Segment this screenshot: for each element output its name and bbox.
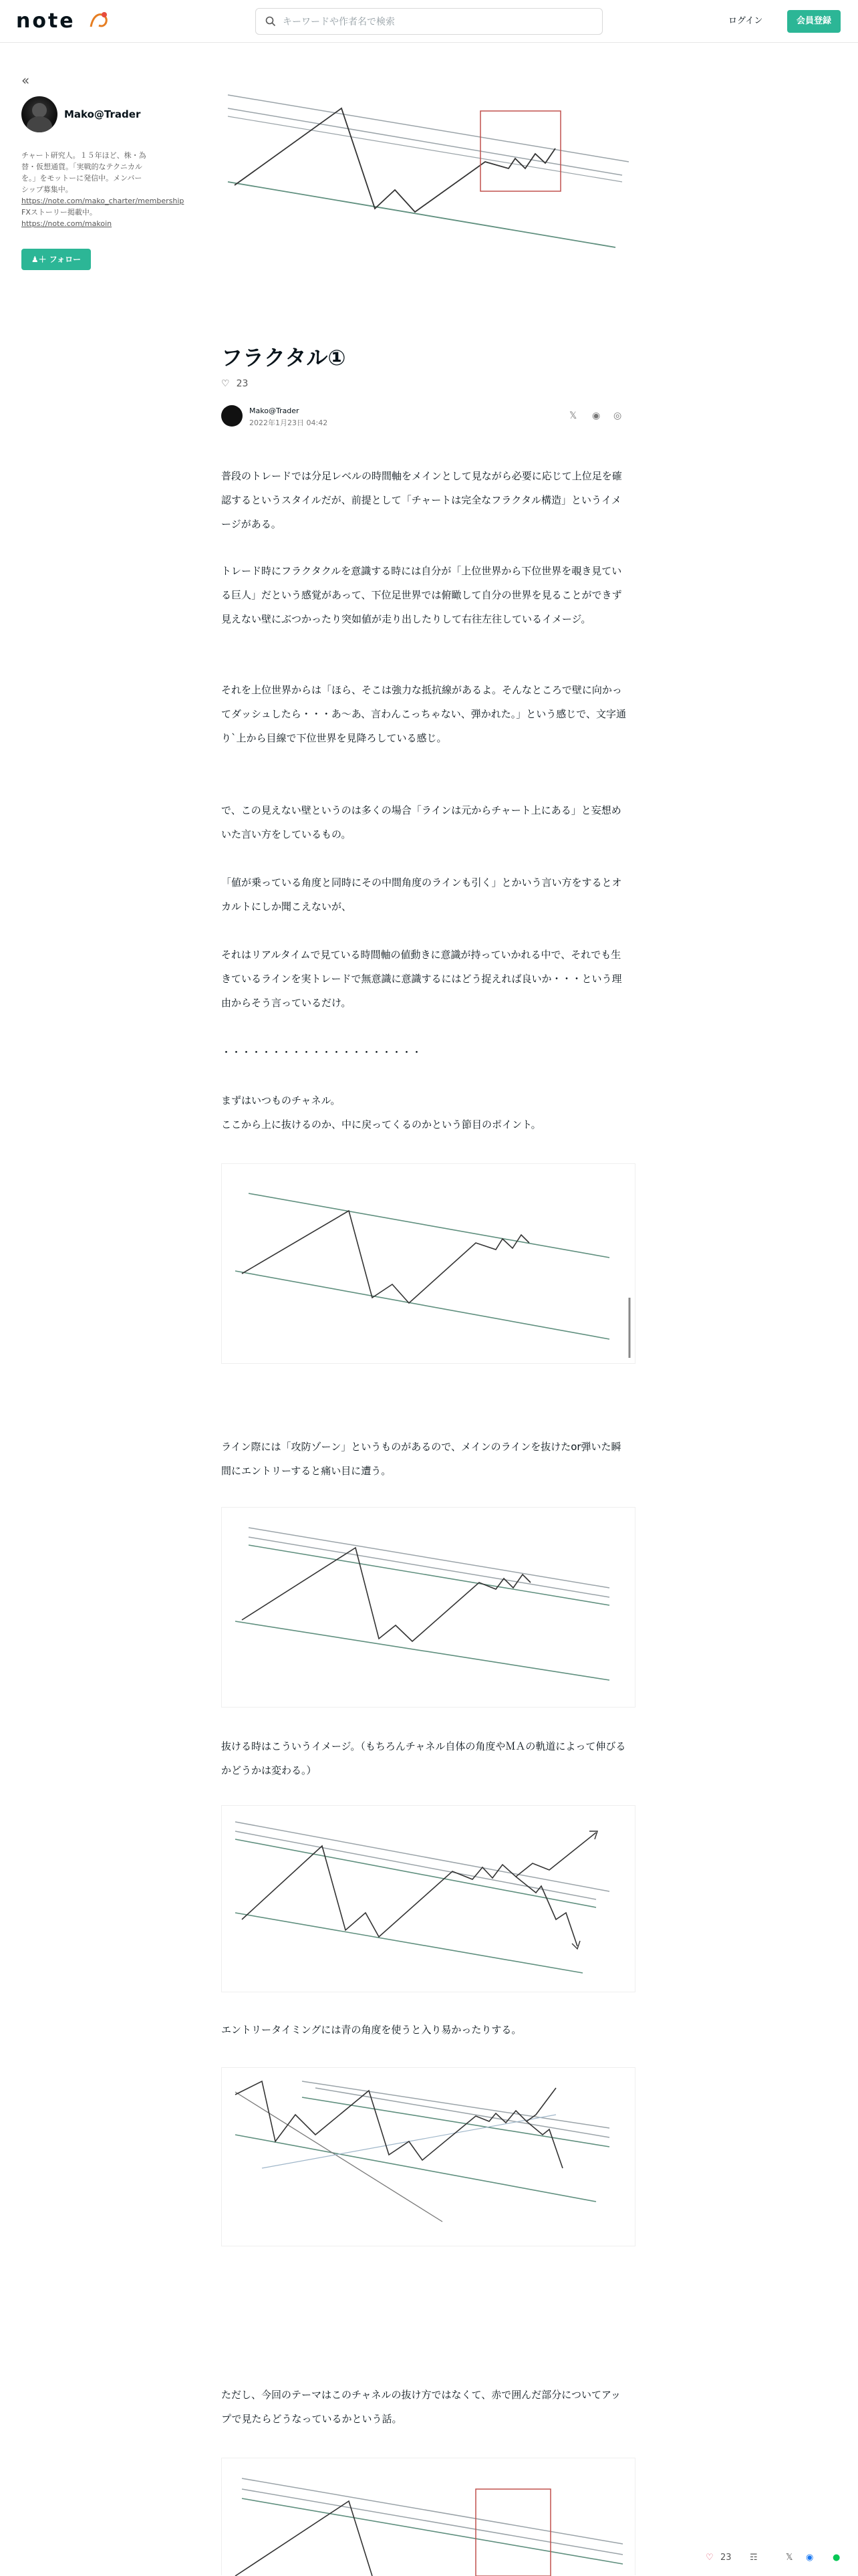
paragraph: ただし、今回のテーマはこのチャネルの抜け方ではなくて、赤で囲んだ部分についてアップで見たらどうなっているかという話。 <box>221 2389 621 2425</box>
paragraph: それを上位世界からは「ほら、そこは強力な抵抗線があるよ。そんなところで壁に向かってダッシュしたら・・・あ〜あ、言わんこっちゃない、弾かれた。」という感じで、文字通り`上から目線で下位世界を見降ろしている感じ。 <box>221 684 627 744</box>
footer-facebook-icon[interactable]: ◉ <box>806 2553 814 2563</box>
paragraph: 「値が乗っている角度と同時にその中間角度のラインも引く」とかいう言い方をするとオカルトにしか聞こえないが、 <box>221 876 622 913</box>
membership-link[interactable]: https://note.com/mako_charter/membership <box>21 197 184 206</box>
byline-avatar[interactable] <box>221 405 243 427</box>
login-link[interactable]: ログイン <box>728 16 763 26</box>
signup-button[interactable]: 会員登録 <box>787 10 841 33</box>
channel-chart <box>222 1164 636 1365</box>
bio-text: チャート研究人。１５年ほど、株・為替・仮想通貨。「実戦的なテクニカルを。」をモットーに発信中。メンバーシップ募集中。 <box>21 151 146 195</box>
paragraph: それはリアルタイムで見ている時間軸の値動きに意識が持っていかれる中で、それでも生きているラインを実トレードで無意識に意識するにはどう捉えれば良いか・・・という理由からそう言っているだけ。 <box>221 949 622 1009</box>
zoom-area-chart <box>222 2458 636 2576</box>
author-bio <box>21 150 184 229</box>
chart-figure-4 <box>221 2067 635 2246</box>
follow-button[interactable] <box>21 249 91 270</box>
profile-link[interactable]: https://note.com/makoin <box>21 219 112 229</box>
heart-icon[interactable]: ♡ <box>221 378 230 389</box>
author-name[interactable]: Mako@Trader <box>64 108 141 120</box>
defense-zone-chart <box>222 1508 636 1708</box>
paragraph: で、この見えない壁というのは多くの場合「ラインは元からチャート上にある」と妄想めいた言い方をしているもの。 <box>221 804 621 840</box>
paragraph: エントリータイミングには青の角度を使うと入り易かったりする。 <box>221 2024 522 2036</box>
paragraph: ここから上に抜けるのか、中に戻ってくるのかという節目のポイント。 <box>221 1119 541 1131</box>
search-icon <box>265 16 276 27</box>
footer-heart-icon[interactable]: ♡ <box>706 2553 714 2563</box>
note-logo[interactable]: note <box>16 9 76 33</box>
x-share-icon[interactable]: 𝕏 <box>569 411 577 421</box>
paragraph: ・・・・・・・・・・・・・・・・・・・・ <box>221 1046 422 1058</box>
facebook-share-icon[interactable]: ◉ <box>592 411 601 421</box>
entry-timing-chart <box>222 2068 636 2247</box>
search-input[interactable] <box>283 14 590 30</box>
chart-figure-5 <box>221 2458 635 2575</box>
top-bar <box>0 0 858 43</box>
footer-x-icon[interactable]: 𝕏 <box>786 2553 793 2563</box>
chart-figure-2 <box>221 1507 635 1708</box>
like-count: 23 <box>236 378 249 389</box>
paragraph: トレード時にフラクタクルを意識する時には自分が「上位世界から下位世界を覗き見ている巨人」だという感覚があって、下位足世界では俯瞰して自分の世界を見ることができず見えない壁にぶつかったり突如値が走り出したりして右往左往しているイメージ。 <box>221 565 622 625</box>
logo-mark-icon <box>87 8 111 32</box>
follow-label: フォロー <box>49 255 82 264</box>
footer-line-icon[interactable]: ● <box>833 2553 841 2563</box>
collapse-sidebar-icon[interactable]: « <box>21 72 30 88</box>
follow-icon: ♟＋ <box>31 255 47 264</box>
paragraph: 普段のトレードでは分足レベルの時間軸をメインとして見ながら必要に応じて上位足を確認するというスタイルだが、前提として「チャートは完全なフラクタル構造」というイメージがある。 <box>221 470 622 530</box>
byline-author[interactable]: Mako@Trader <box>249 406 299 415</box>
avatar[interactable] <box>21 96 57 132</box>
paragraph: 抜ける時はこういうイメージ。（もちろんチャネル自体の角度やＭＡの軌道によって伸びるかどうかは変わる。） <box>221 1740 626 1776</box>
paragraph: ライン際には「攻防ゾーン」というものがあるので、メインのラインを抜けたor弾いた瞬間にエントリーすると痛い目に遭う。 <box>221 1441 621 1477</box>
likes-row[interactable] <box>221 378 248 389</box>
floating-action-bar <box>695 2549 855 2569</box>
chart-figure-1 <box>221 1163 635 1364</box>
line-share-icon[interactable]: ◎ <box>613 411 622 421</box>
chart-figure-3 <box>221 1805 635 1992</box>
publish-date: 2022年1月23日 04:42 <box>249 419 328 427</box>
footer-like-count: 23 <box>720 2553 732 2563</box>
header-image <box>221 75 635 262</box>
bio-text-2: FXストーリー掲載中。 <box>21 208 97 217</box>
breakout-chart <box>222 1806 636 1993</box>
bookmark-icon[interactable]: ☶ <box>750 2553 758 2563</box>
header-chart-illustration <box>221 75 635 262</box>
paragraph: まずはいつものチャネル。 <box>221 1094 341 1106</box>
article-title: フラクタル① <box>221 345 346 370</box>
search-box[interactable] <box>255 8 603 35</box>
